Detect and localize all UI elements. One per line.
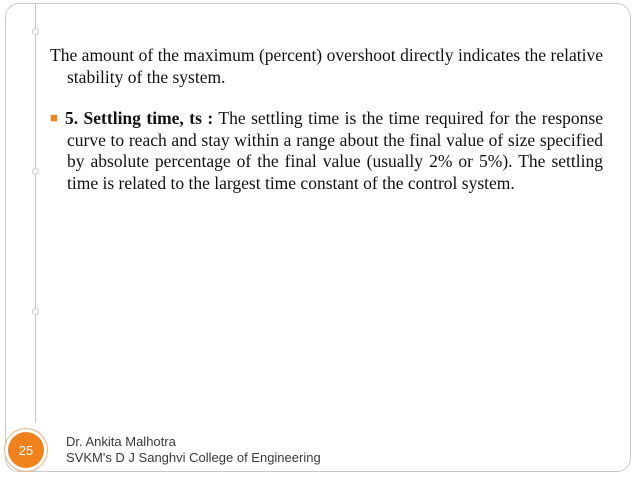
overshoot-paragraph: The amount of the maximum (percent) overshoot directly indicates the relative stability of the system.	[50, 45, 603, 87]
slide-body	[50, 45, 603, 194]
divider-dot-middle	[32, 168, 39, 175]
settling-time-text: The settling time is the time required for the response curve to reach and stay within a range about the final value of size specified by absolute percentage of the final value (usually 2% or 5%). The settling time is related to the largest time constant of the control system.	[67, 108, 604, 193]
settling-time-heading: 5. Settling time, ts :	[64, 108, 214, 128]
footer-author: Dr. Ankita Malhotra	[66, 434, 176, 449]
divider-dot-top	[32, 28, 39, 35]
bullet-square-icon: ■	[50, 110, 59, 125]
footer-institution: SVKM's D J Sanghvi College of Engineering	[66, 450, 321, 465]
settling-time-paragraph	[50, 107, 603, 194]
divider-dot-lower	[32, 308, 39, 315]
page-number-badge: 25	[8, 432, 44, 468]
footer	[66, 434, 321, 466]
left-divider-line	[35, 3, 36, 423]
